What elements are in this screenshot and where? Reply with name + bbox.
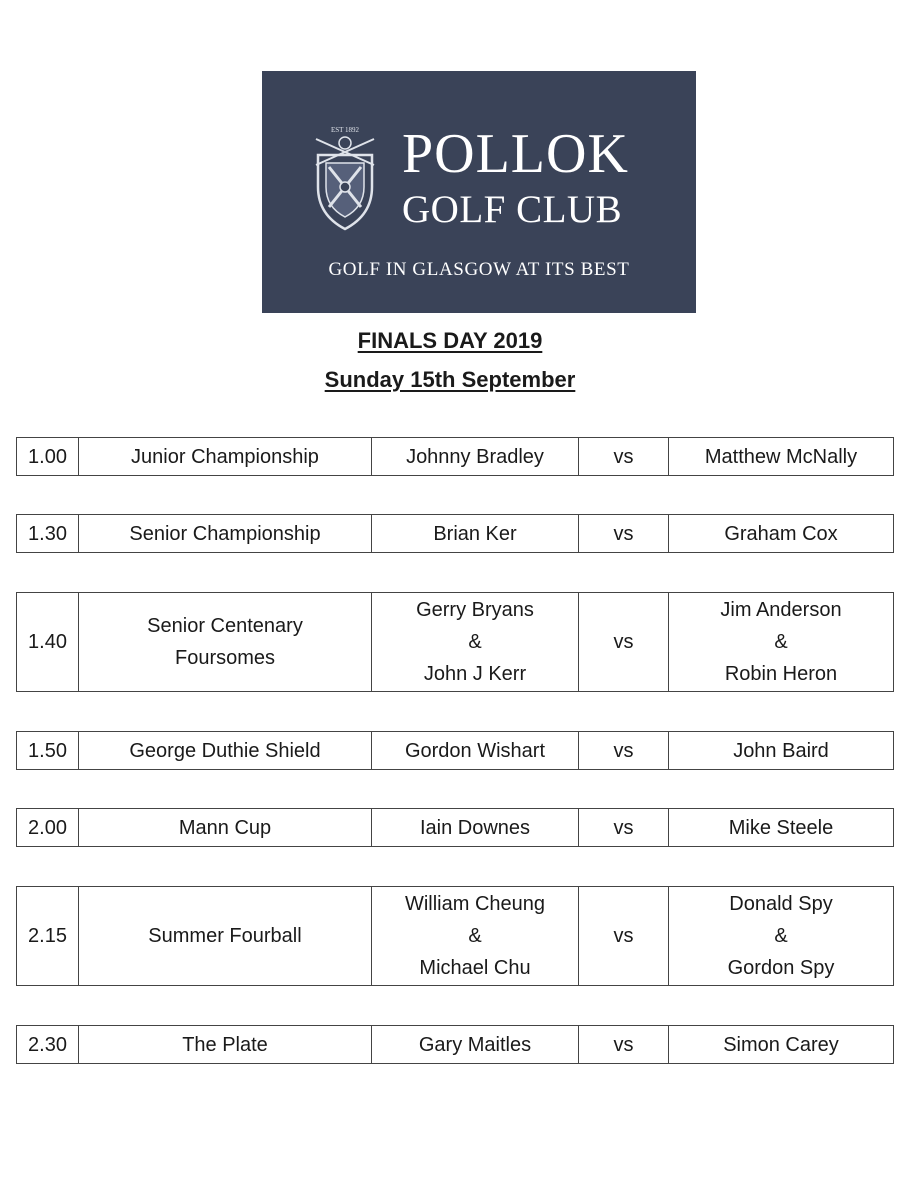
match-row-3 (16, 592, 894, 692)
match-row-4 (16, 731, 894, 770)
match-row-6 (16, 886, 894, 986)
event-date: Sunday 15th September (324, 367, 576, 392)
match-time: 2.30 (17, 1026, 79, 1064)
player-name: John J Kerr (423, 663, 527, 685)
match-player2: Mike Steele (669, 809, 894, 847)
match-player1: Johnny Bradley (372, 438, 579, 476)
player-name: William Cheung (404, 893, 546, 915)
match-row-7 (16, 1025, 894, 1064)
match-event: George Duthie Shield (79, 732, 372, 770)
match-event: Junior Championship (79, 438, 372, 476)
match-event: Senior Championship (79, 515, 372, 553)
match-vs: vs (579, 809, 669, 847)
match-vs: vs (579, 515, 669, 553)
club-name (402, 123, 682, 231)
club-name-line1: POLLOK (402, 123, 629, 185)
ampersand: & (468, 925, 482, 947)
match-player2 (669, 887, 894, 986)
match-row-2 (16, 514, 894, 553)
match-event (79, 593, 372, 692)
player-name: Gordon Spy (727, 957, 835, 979)
match-vs: vs (579, 732, 669, 770)
match-player2: Matthew McNally (669, 438, 894, 476)
player-name: Jim Anderson (720, 599, 842, 621)
match-player2: John Baird (669, 732, 894, 770)
player-name: Michael Chu (419, 957, 531, 979)
match-time: 2.15 (17, 887, 79, 986)
match-player1: Iain Downes (372, 809, 579, 847)
ampersand: & (774, 925, 788, 947)
ampersand: & (774, 631, 788, 653)
match-event: Mann Cup (79, 809, 372, 847)
match-event: Summer Fourball (79, 887, 372, 986)
match-row-5 (16, 808, 894, 847)
match-player2 (669, 593, 894, 692)
match-vs: vs (579, 1026, 669, 1064)
match-time: 1.50 (17, 732, 79, 770)
match-vs: vs (579, 593, 669, 692)
match-event-line: Senior Centenary (147, 615, 303, 637)
player-name: Robin Heron (724, 663, 838, 685)
match-time: 2.00 (17, 809, 79, 847)
page-title: FINALS DAY 2019 (357, 328, 543, 353)
match-player2: Simon Carey (669, 1026, 894, 1064)
match-time: 1.30 (17, 515, 79, 553)
club-logo-banner (262, 71, 696, 313)
match-player1 (372, 593, 579, 692)
match-player1: Gary Maitles (372, 1026, 579, 1064)
svg-text:EST 1892: EST 1892 (330, 126, 360, 134)
club-tagline: GOLF IN GLASGOW AT ITS BEST (328, 259, 630, 280)
match-time: 1.40 (17, 593, 79, 692)
club-crest-icon (302, 123, 388, 235)
player-name: Gerry Bryans (416, 599, 534, 621)
match-player1 (372, 887, 579, 986)
ampersand: & (468, 631, 482, 653)
match-event: The Plate (79, 1026, 372, 1064)
player-name: Donald Spy (729, 893, 833, 915)
match-player2: Graham Cox (669, 515, 894, 553)
match-player1: Gordon Wishart (372, 732, 579, 770)
match-time: 1.00 (17, 438, 79, 476)
match-event-line: Foursomes (174, 647, 276, 669)
match-vs: vs (579, 438, 669, 476)
match-row-1 (16, 437, 894, 476)
club-name-line2: GOLF CLUB (402, 188, 623, 231)
match-vs: vs (579, 887, 669, 986)
match-player1: Brian Ker (372, 515, 579, 553)
